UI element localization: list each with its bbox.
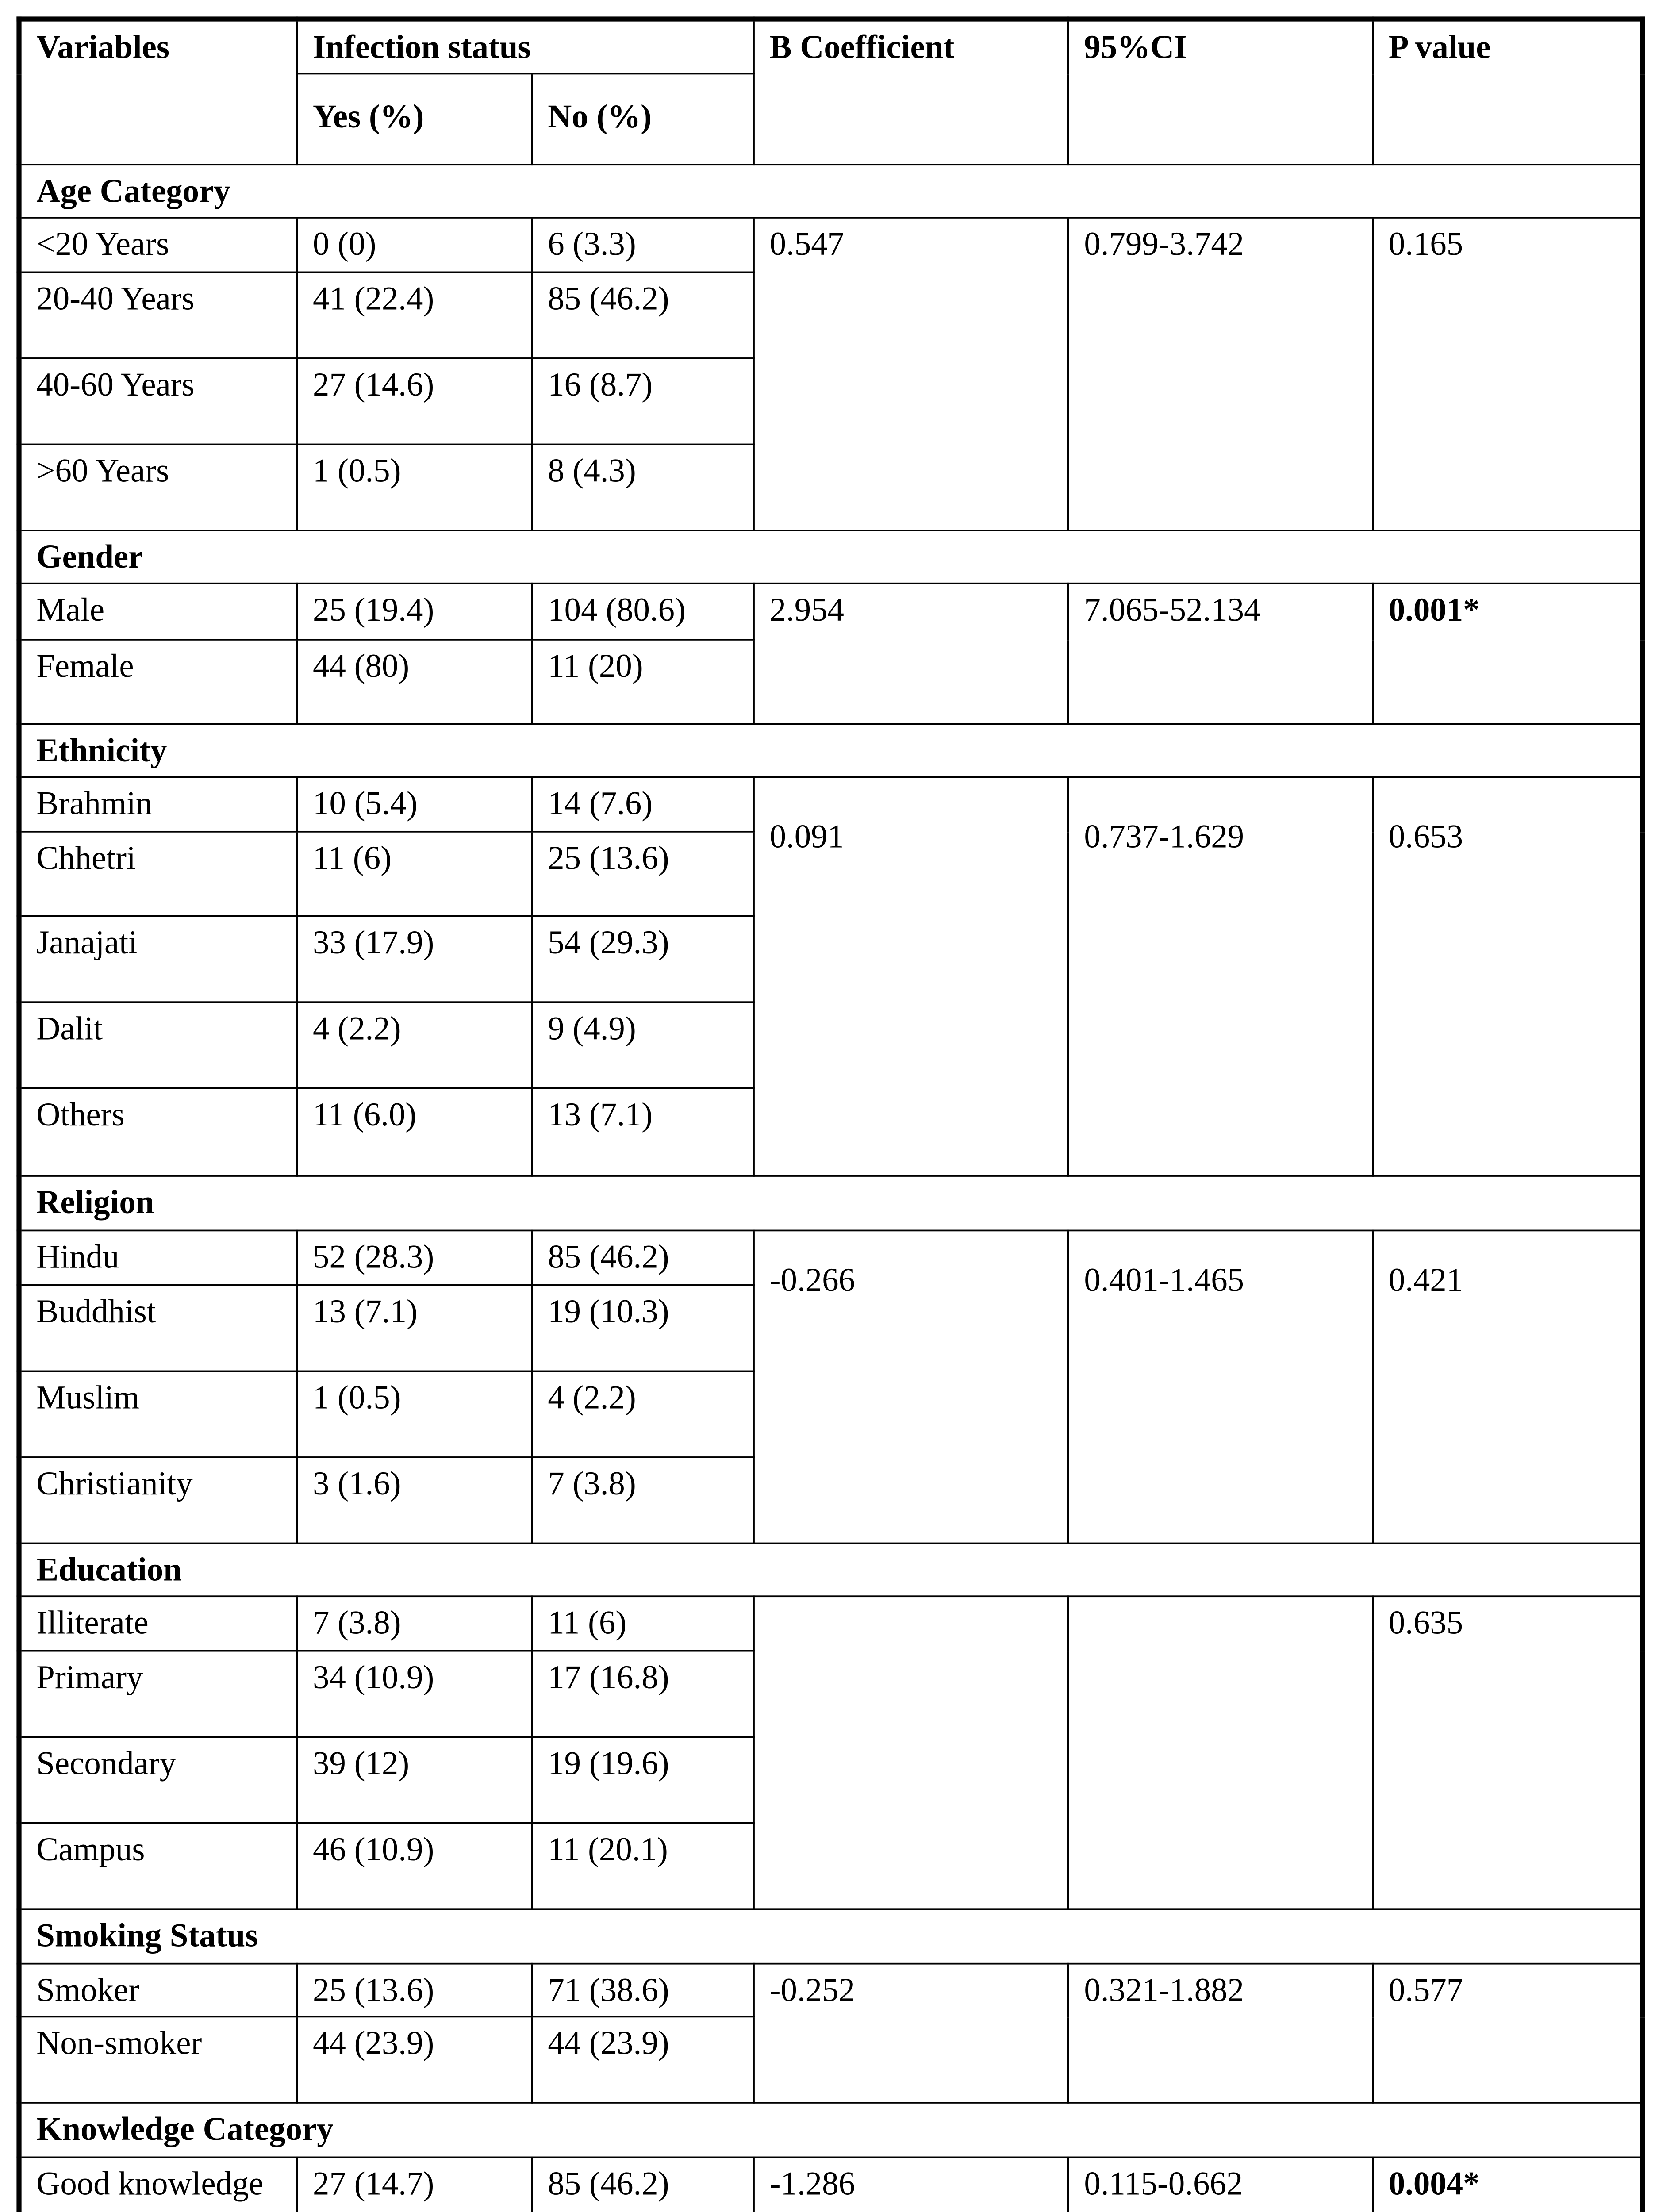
header-yes: Yes (%) <box>297 73 532 165</box>
yes-count: 33 (17.9) <box>297 916 532 1002</box>
variable-label: 40-60 Years <box>19 358 297 445</box>
b-coefficient: -1.286 <box>754 2157 1068 2212</box>
variable-label: >60 Years <box>19 444 297 530</box>
variable-label: Good knowledge <box>19 2157 297 2212</box>
section-header-row <box>19 530 1643 584</box>
variable-label: Secondary <box>19 1737 297 1823</box>
section-title: Knowledge Category <box>19 2103 1643 2157</box>
confidence-interval: 0.401-1.465 <box>1068 1230 1373 1543</box>
b-coefficient: 2.954 <box>754 584 1068 724</box>
yes-count: 44 (80) <box>297 640 532 724</box>
confidence-interval: 7.065-52.134 <box>1068 584 1373 724</box>
variable-label: Janajati <box>19 916 297 1002</box>
variable-label: Hindu <box>19 1230 297 1285</box>
header-ci: 95%CI <box>1068 19 1373 165</box>
yes-count: 0 (0) <box>297 218 532 272</box>
section-title: Smoking Status <box>19 1909 1643 1963</box>
no-count: 85 (46.2) <box>532 2157 754 2212</box>
no-count: 13 (7.1) <box>532 1088 754 1176</box>
variable-label: Smoker <box>19 1964 297 2017</box>
no-count: 25 (13.6) <box>532 832 754 916</box>
variable-label: Muslim <box>19 1371 297 1457</box>
p-value: 0.577 <box>1373 1964 1643 2103</box>
b-coefficient: 0.547 <box>754 218 1068 530</box>
no-count: 6 (3.3) <box>532 218 754 272</box>
no-count: 11 (20) <box>532 640 754 724</box>
no-count: 85 (46.2) <box>532 1230 754 1285</box>
table-row <box>19 1230 1643 1285</box>
no-count: 17 (16.8) <box>532 1651 754 1737</box>
no-count: 11 (20.1) <box>532 1823 754 1909</box>
b-coefficient: -0.252 <box>754 1964 1068 2103</box>
confidence-interval: 0.321-1.882 <box>1068 1964 1373 2103</box>
table-row <box>19 218 1643 272</box>
yes-count: 1 (0.5) <box>297 1371 532 1457</box>
yes-count: 46 (10.9) <box>297 1823 532 1909</box>
variable-label: <20 Years <box>19 218 297 272</box>
variable-label: Others <box>19 1088 297 1176</box>
no-count: 8 (4.3) <box>532 444 754 530</box>
variable-label: Primary <box>19 1651 297 1737</box>
variable-label: Christianity <box>19 1457 297 1544</box>
section-title: Gender <box>19 530 1643 584</box>
no-count: 7 (3.8) <box>532 1457 754 1544</box>
variable-label: Dalit <box>19 1002 297 1088</box>
header-no: No (%) <box>532 73 754 165</box>
b-coefficient <box>754 1596 1068 1909</box>
section-header-row <box>19 724 1643 777</box>
section-title: Age Category <box>19 165 1643 218</box>
variable-label: Chhetri <box>19 832 297 916</box>
no-count: 9 (4.9) <box>532 1002 754 1088</box>
yes-count: 13 (7.1) <box>297 1285 532 1371</box>
section-title: Religion <box>19 1176 1643 1230</box>
confidence-interval: 0.799-3.742 <box>1068 218 1373 530</box>
b-coefficient: 0.091 <box>754 777 1068 1176</box>
yes-count: 1 (0.5) <box>297 444 532 530</box>
section-header-row <box>19 165 1643 218</box>
no-count: 71 (38.6) <box>532 1964 754 2017</box>
table-row <box>19 1596 1643 1651</box>
no-count: 14 (7.6) <box>532 777 754 831</box>
variable-label: Illiterate <box>19 1596 297 1651</box>
confidence-interval: 0.737-1.629 <box>1068 777 1373 1176</box>
table-row <box>19 584 1643 640</box>
header-b-coefficient: B Coefficient <box>754 19 1068 165</box>
variable-label: 20-40 Years <box>19 272 297 358</box>
variable-label: Non-smoker <box>19 2016 297 2103</box>
no-count: 4 (2.2) <box>532 1371 754 1457</box>
no-count: 54 (29.3) <box>532 916 754 1002</box>
yes-count: 27 (14.6) <box>297 358 532 445</box>
table-body <box>19 165 1643 2212</box>
yes-count: 11 (6) <box>297 832 532 916</box>
section-title: Education <box>19 1543 1643 1596</box>
p-value: 0.165 <box>1373 218 1643 530</box>
table-row <box>19 777 1643 831</box>
yes-count: 11 (6.0) <box>297 1088 532 1176</box>
variable-label: Brahmin <box>19 777 297 831</box>
regression-table <box>16 16 1645 2212</box>
b-coefficient: -0.266 <box>754 1230 1068 1543</box>
yes-count: 3 (1.6) <box>297 1457 532 1544</box>
no-count: 104 (80.6) <box>532 584 754 640</box>
yes-count: 25 (13.6) <box>297 1964 532 2017</box>
yes-count: 39 (12) <box>297 1737 532 1823</box>
yes-count: 52 (28.3) <box>297 1230 532 1285</box>
p-value: 0.001* <box>1373 584 1643 724</box>
no-count: 19 (19.6) <box>532 1737 754 1823</box>
variable-label: Buddhist <box>19 1285 297 1371</box>
p-value: 0.421 <box>1373 1230 1643 1543</box>
header-p-value: P value <box>1373 19 1643 165</box>
variable-label: Male <box>19 584 297 640</box>
yes-count: 4 (2.2) <box>297 1002 532 1088</box>
yes-count: 34 (10.9) <box>297 1651 532 1737</box>
p-value: 0.653 <box>1373 777 1643 1176</box>
section-header-row <box>19 1176 1643 1230</box>
confidence-interval: 0.115-0.662 <box>1068 2157 1373 2212</box>
table-row <box>19 1964 1643 2017</box>
p-value: 0.635 <box>1373 1596 1643 1909</box>
header-infection-status: Infection status <box>297 19 754 73</box>
variable-label: Campus <box>19 1823 297 1909</box>
header-variables: Variables <box>19 19 297 165</box>
yes-count: 25 (19.4) <box>297 584 532 640</box>
no-count: 85 (46.2) <box>532 272 754 358</box>
yes-count: 10 (5.4) <box>297 777 532 831</box>
yes-count: 7 (3.8) <box>297 1596 532 1651</box>
yes-count: 44 (23.9) <box>297 2016 532 2103</box>
section-header-row <box>19 1909 1643 1963</box>
no-count: 19 (10.3) <box>532 1285 754 1371</box>
section-header-row <box>19 1543 1643 1596</box>
no-count: 11 (6) <box>532 1596 754 1651</box>
table-row <box>19 2157 1643 2212</box>
no-count: 16 (8.7) <box>532 358 754 445</box>
yes-count: 41 (22.4) <box>297 272 532 358</box>
variable-label: Female <box>19 640 297 724</box>
yes-count: 27 (14.7) <box>297 2157 532 2212</box>
section-header-row <box>19 2103 1643 2157</box>
p-value: 0.004* <box>1373 2157 1643 2212</box>
section-title: Ethnicity <box>19 724 1643 777</box>
no-count: 44 (23.9) <box>532 2016 754 2103</box>
confidence-interval <box>1068 1596 1373 1909</box>
